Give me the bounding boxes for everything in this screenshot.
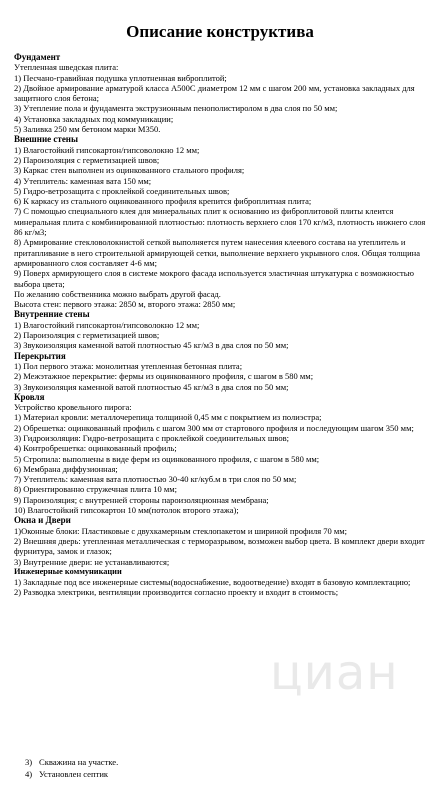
document-line: 2) Внешняя дверь: утепленная металлическая с терморазрывом, возможен выбор цвета. В комплект двери входит фурнитура, замок и глазок; — [14, 535, 425, 557]
section-heading: Кровля — [14, 391, 45, 402]
document-line: 1) Влагостойкий гипсокартон/гипсоволокно 12 мм; — [14, 319, 200, 330]
document-line: Высота стен: первого этажа: 2850 м, второго этажа: 2850 мм; — [14, 299, 236, 310]
document-line: 8) Армирование стекловолокнистой сеткой выполняется путем нанесения клеевого состава на утеплитель и притапливание в него строительной армирующей сетки, выполнение верхнего укрывного слоя. Общая толщина армированного слоя составляет 4-6 мм; — [14, 237, 420, 268]
document-line: 2) Двойное армирование арматурой класса А500С диаметром 12 мм с шагом 200 мм, установка закладных для защитного слоя бетона; — [14, 82, 415, 104]
section-heading: Фундамент — [14, 52, 61, 62]
footer-list — [25, 756, 118, 780]
document-line: 3) Утепление пола и фундамента экструзионным пенополистиролом в два слоя по 50 мм; — [14, 103, 338, 114]
footer-item-number: 3) — [25, 757, 33, 767]
document-line: Устройство кровельного пирога: — [14, 402, 132, 413]
document-line: 9) Поверх армирующего слоя в системе мокрого фасада используется эластичная штукатурка с возможностью выбора цвета; — [14, 268, 415, 289]
document-line: 1) Закладные под все инженерные системы(водоснабжение, водоотведение) входят в базовую комплектацию; — [14, 577, 411, 588]
document-line: 5) Гидро-ветрозащита с проклейкой соединительных швов; — [14, 185, 230, 196]
document-line: 6) К каркасу из стального оцинкованного профиля крепится фиброплитная плита; — [14, 196, 312, 207]
footer-item-text: Установлен септик — [39, 769, 109, 779]
document-line: 1) Песчано-гравийная подушка уплотненная виброплитой; — [14, 72, 227, 83]
section-heading: Инженерные коммуникации — [14, 566, 122, 576]
document-line: 1) Пол первого этажа: монолитная утепленная бетонная плита; — [14, 360, 243, 371]
document-line: 10) Влагостойкий гипсокартон 10 мм(потолок второго этажа); — [14, 505, 239, 516]
document-line: 5) Стропила: выполнены в виде ферм из оцинкованного профиля, с шагом в 580 мм; — [14, 453, 320, 464]
document-line: Утепленная шведская плита: — [14, 62, 119, 73]
document-line: 3) Звукоизоляция каменной ватой плотностью 45 кг/м3 в два слоя по 50 мм; — [14, 381, 289, 392]
document-line: 4) Установка закладных под коммуникации; — [14, 113, 174, 124]
document-line: 7) С помощью специального клея для минеральных плит к основанию из фиброплитовой плиты клеится минеральная плита с комбинированной плотностью: плотность верхнего слоя 170 кг/м3, плотность нижнего слоя 86 кг/м3; — [14, 206, 426, 238]
page-title: Описание конструктива — [126, 22, 314, 41]
document-line: 2) Обрешетка: оцинкованный профиль с шагом 300 мм от стартового профиля и последующим шагом 350 мм; — [14, 422, 414, 433]
document-line: 1) Материал кровли: металлочерепица толщиной 0,45 мм с покрытием из полиэстра; — [14, 412, 322, 423]
document-line: 4) Утеплитель: каменная вата 150 мм; — [14, 175, 152, 186]
footer-item — [25, 768, 118, 780]
document-line: 3) Каркас стен выполнен из оцинкованного стального профиля; — [14, 165, 245, 176]
document-line: 2) Пароизоляция с герметизацией швов; — [14, 154, 160, 165]
document-line: 8) Ориентированно стружечная плита 10 мм; — [14, 484, 177, 495]
footer-item — [25, 756, 118, 768]
document-line: 1)Оконные блоки: Пластиковые с двухкамерным стеклопакетом и шириной профиля 70 мм; — [14, 525, 348, 536]
document-line: 3) Гидроизоляция: Гидро-ветрозащита с проклейкой соединительных швов; — [14, 432, 289, 443]
document-line: 2) Межэтажное перекрытие: фермы из оцинкованного профиля, с шагом в 580 мм; — [14, 371, 314, 382]
document-line: 5) Заливка 250 мм бетоном марки М350. — [14, 124, 161, 135]
section-heading: Перекрытия — [14, 350, 66, 361]
document-line: 3) Звукоизоляция каменной ватой плотностью 45 кг/м3 в два слоя по 50 мм; — [14, 340, 289, 351]
footer-item-text: Скважина на участке. — [39, 757, 119, 767]
document-line: 9) Пароизоляция; с внутренней стороны пароизоляционная мембрана; — [14, 494, 269, 505]
footer-item-number: 4) — [25, 769, 33, 779]
document-line: 2) Разводка электрики, вентиляции производится согласно проекту и входит в стоимость; — [14, 587, 339, 598]
section-heading: Внутренние стены — [14, 309, 90, 320]
watermark: циан — [270, 645, 399, 701]
document-line: 3) Внутренние двери: не устанавливаются; — [14, 556, 170, 567]
section-heading: Внешние стены — [14, 134, 79, 145]
document-line: 4) Контробрешетка: оцинкованный профиль; — [14, 443, 177, 454]
document-line: 2) Пароизоляция с герметизацией швов; — [14, 330, 160, 341]
document-body — [14, 52, 434, 598]
document-line: 1) Влагостойкий гипсокартон/гипсоволокно 12 мм; — [14, 144, 200, 155]
document-line: По желанию собственника можно выбрать другой фасад. — [14, 288, 221, 299]
document-line: 7) Утеплитель: каменная вата плотностью 30-40 кг/куб.м в три слоя по 50 мм; — [14, 474, 297, 485]
document-line: 6) Мембрана диффузионная; — [14, 463, 118, 474]
section-heading: Окна и Двери — [14, 515, 71, 526]
